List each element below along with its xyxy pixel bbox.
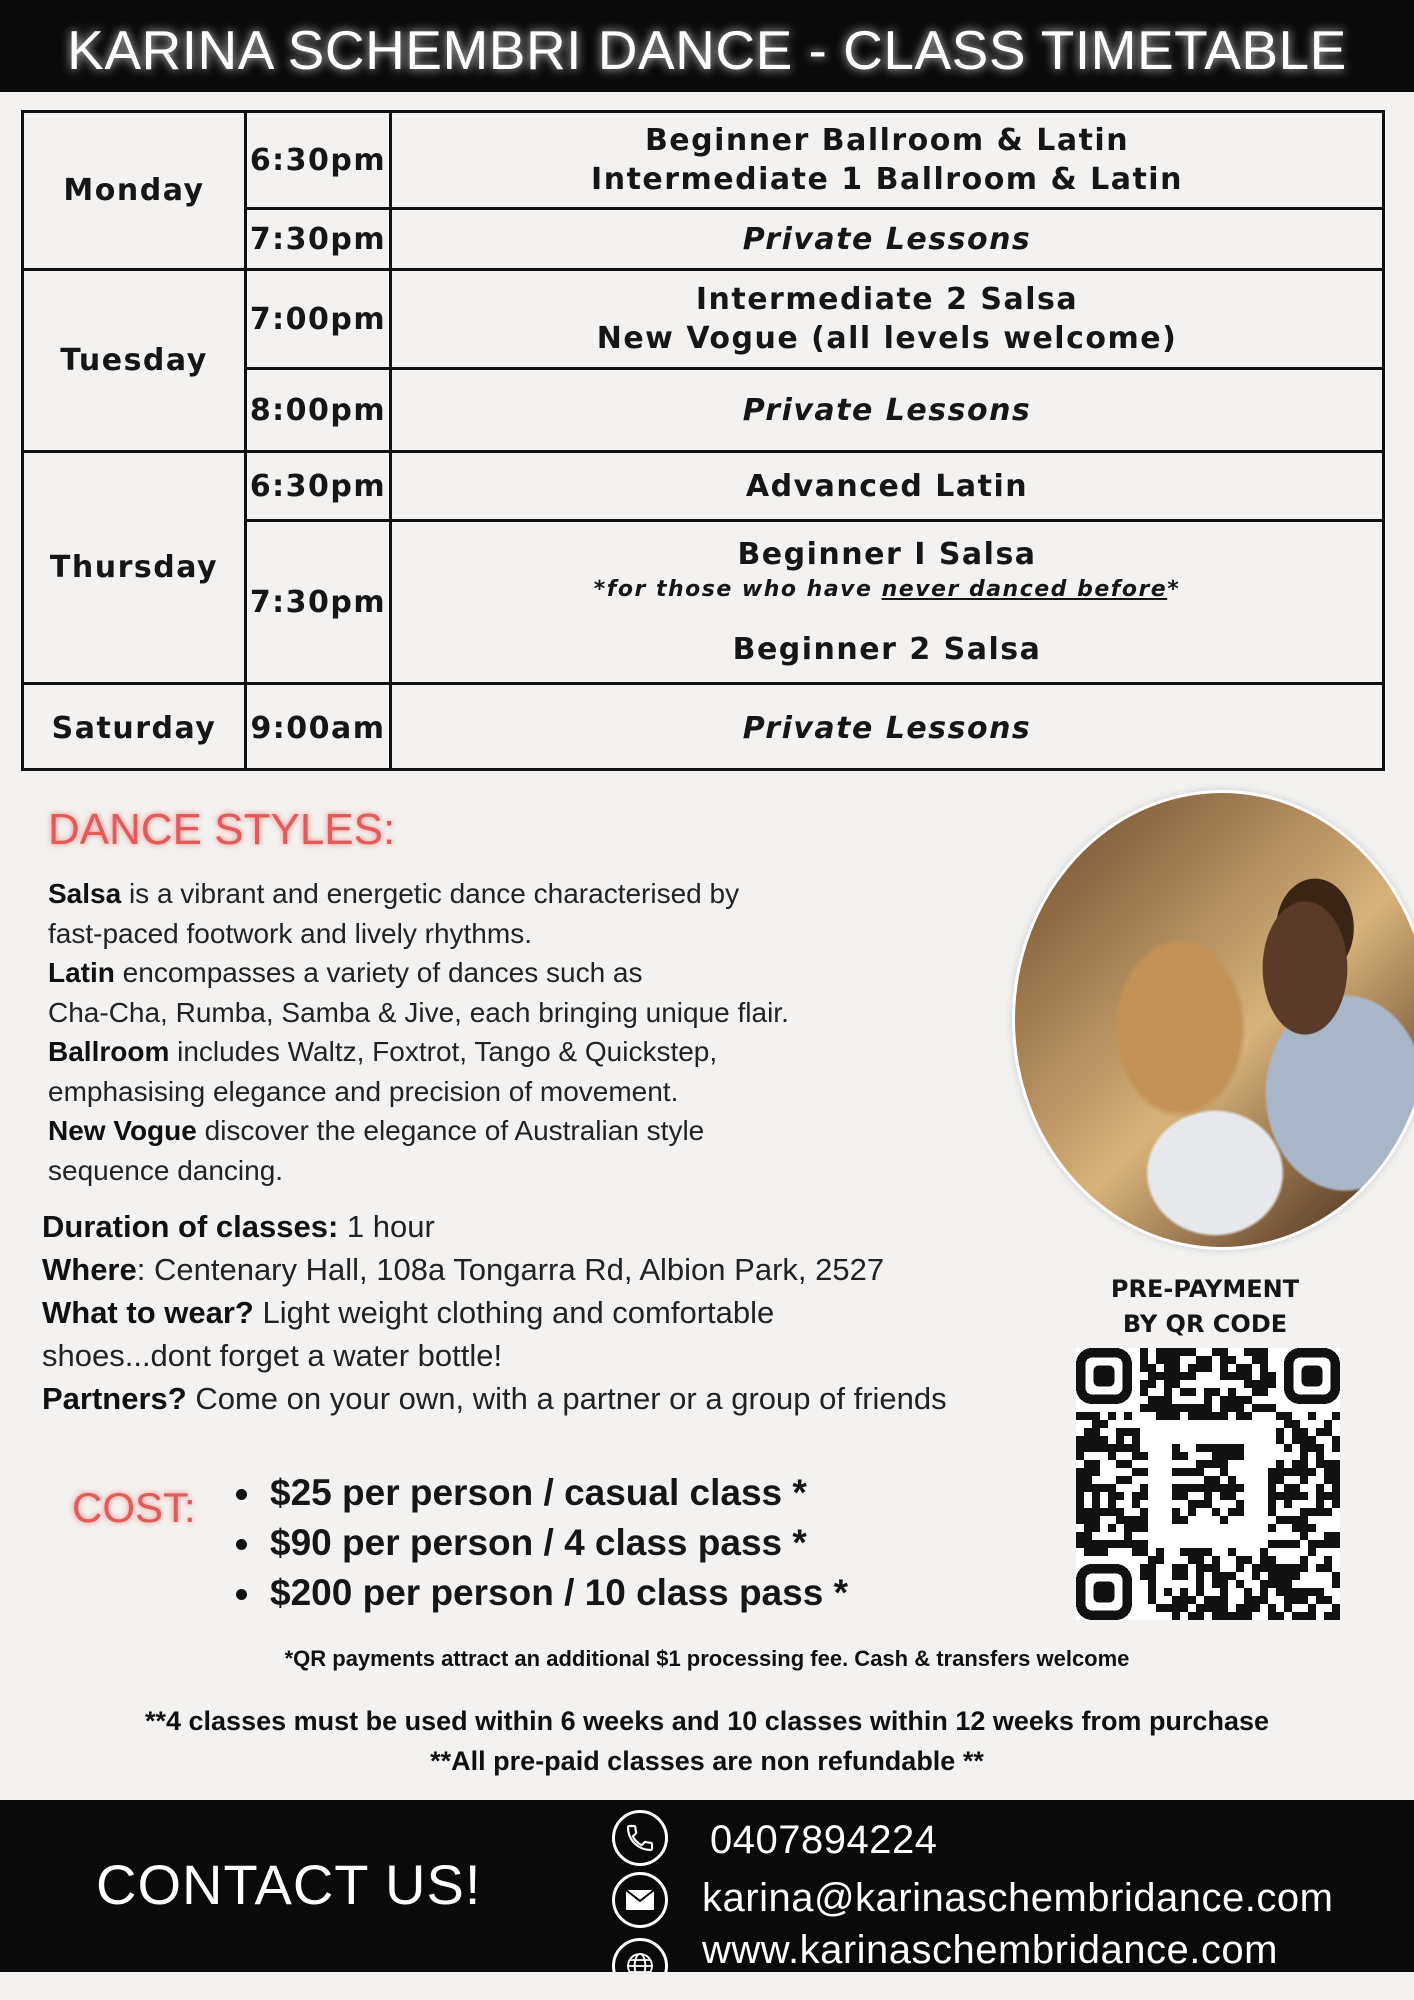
time-slot: 7:30pm [249, 584, 387, 620]
time-slot: 9:00am [250, 710, 386, 746]
class-cell [392, 271, 1382, 367]
style-entry [48, 874, 1008, 914]
info-value: shoes...dont forget a water bottle! [42, 1338, 503, 1373]
style-name: Ballroom [48, 1036, 170, 1067]
payment-qr-code[interactable] [1075, 1348, 1341, 1620]
class-cell [392, 210, 1382, 268]
contact-title: CONTACT US! [96, 1853, 482, 1916]
phone-icon [612, 1810, 668, 1866]
class-name: Private Lessons [742, 392, 1032, 428]
info-label: Partners? [42, 1381, 187, 1416]
contact-website[interactable]: www.karinaschembridance.com [702, 1928, 1278, 1972]
day-tuesday: Tuesday [60, 343, 208, 378]
info-value: : Centenary Hall, 108a Tongarra Rd, Albion Park, 2527 [136, 1252, 885, 1287]
style-name: New Vogue [48, 1115, 197, 1146]
info-value: Come on your own, with a partner or a group of friends [186, 1381, 947, 1416]
cost-item: $25 per person / casual class * [236, 1468, 956, 1518]
style-text: encompasses a variety of dances such as [114, 957, 643, 988]
style-text: emphasising elegance and precision of movement. [48, 1075, 679, 1107]
info-value: 1 hour [338, 1209, 435, 1244]
info-wear [42, 1291, 1082, 1334]
cost-item: $90 per person / 4 class pass * [236, 1518, 956, 1568]
qr-label [1075, 1272, 1335, 1342]
info-value: Light weight clothing and comfortable [253, 1295, 775, 1330]
style-entry [48, 1111, 1008, 1151]
dance-styles-title: DANCE STYLES: [48, 805, 396, 854]
class-name: Beginner 2 Salsa [732, 632, 1042, 668]
style-text: Cha-Cha, Rumba, Samba & Jive, each bringing unique flair. [48, 996, 789, 1028]
info-duration [42, 1205, 1082, 1248]
style-text: is a vibrant and energetic dance characterised by [121, 878, 740, 909]
day-monday: Monday [63, 173, 205, 208]
class-timetable [21, 110, 1385, 771]
class-name: Intermediate 1 Ballroom & Latin [591, 162, 1183, 197]
class-note [594, 576, 1180, 605]
class-cell [392, 685, 1382, 771]
style-name: Salsa [48, 878, 122, 909]
class-name: Private Lessons [742, 221, 1032, 257]
class-cell [392, 522, 1382, 682]
info-label: Where [42, 1252, 137, 1287]
style-entry [48, 953, 1008, 993]
email-icon [612, 1872, 668, 1928]
class-name: New Vogue (all levels welcome) [596, 321, 1178, 356]
globe-icon [612, 1938, 668, 1972]
time-slot: 7:00pm [249, 301, 387, 337]
class-cell [392, 370, 1382, 450]
style-text: discover the elegance of Australian style [196, 1115, 705, 1146]
class-cell [392, 113, 1382, 207]
info-where [42, 1248, 1082, 1291]
contact-footer [0, 1800, 1414, 1972]
class-name: Intermediate 2 Salsa [695, 282, 1079, 317]
time-slot: 6:30pm [249, 142, 387, 178]
class-name: Beginner Ballroom & Latin [644, 123, 1130, 158]
dancing-couple-photo [1012, 790, 1414, 1250]
qr-label-line: BY QR CODE [1122, 1310, 1288, 1338]
page-title: KARINA SCHEMBRI DANCE - CLASS TIMETABLE [67, 19, 1347, 81]
refund-note: **All pre-paid classes are non refundable ** [430, 1746, 984, 1776]
contact-phone[interactable]: 0407894224 [710, 1818, 938, 1862]
time-slot: 6:30pm [249, 468, 387, 504]
time-slot: 7:30pm [249, 221, 387, 257]
class-name: Private Lessons [742, 710, 1032, 746]
class-note-text: * [1167, 576, 1181, 602]
class-name: Beginner I Salsa [737, 536, 1037, 572]
info-partners [42, 1377, 1082, 1420]
class-info [42, 1205, 1082, 1420]
cost-list [236, 1468, 956, 1618]
contact-email[interactable]: karina@karinaschembridance.com [702, 1876, 1334, 1920]
validity-note: **4 classes must be used within 6 weeks and 10 classes within 12 weeks from purchase [144, 1706, 1269, 1736]
style-entry [48, 1032, 1008, 1072]
info-label: What to wear? [42, 1295, 254, 1330]
cost-title: COST: [72, 1484, 196, 1531]
cost-item: $200 per person / 10 class pass * [236, 1568, 956, 1618]
time-slot: 8:00pm [249, 392, 387, 428]
page-header [0, 0, 1414, 92]
style-text: sequence dancing. [48, 1154, 284, 1186]
class-note-text: *for those who have [593, 576, 882, 602]
day-thursday: Thursday [49, 550, 219, 585]
qr-label-line: PRE-PAYMENT [1110, 1275, 1300, 1303]
style-text: includes Waltz, Foxtrot, Tango & Quickstep, [169, 1036, 718, 1067]
info-label: Duration of classes: [42, 1209, 339, 1244]
qr-fee-note: *QR payments attract an additional $1 processing fee. Cash & transfers welcome [284, 1646, 1130, 1671]
style-name: Latin [48, 957, 115, 988]
dance-styles-description [48, 874, 1008, 1190]
style-text: fast-paced footwork and lively rhythms. [48, 917, 532, 949]
day-saturday: Saturday [51, 710, 217, 746]
class-note-emphasis: never danced before [881, 576, 1168, 602]
class-cell [392, 453, 1382, 519]
class-name: Advanced Latin [745, 468, 1029, 504]
